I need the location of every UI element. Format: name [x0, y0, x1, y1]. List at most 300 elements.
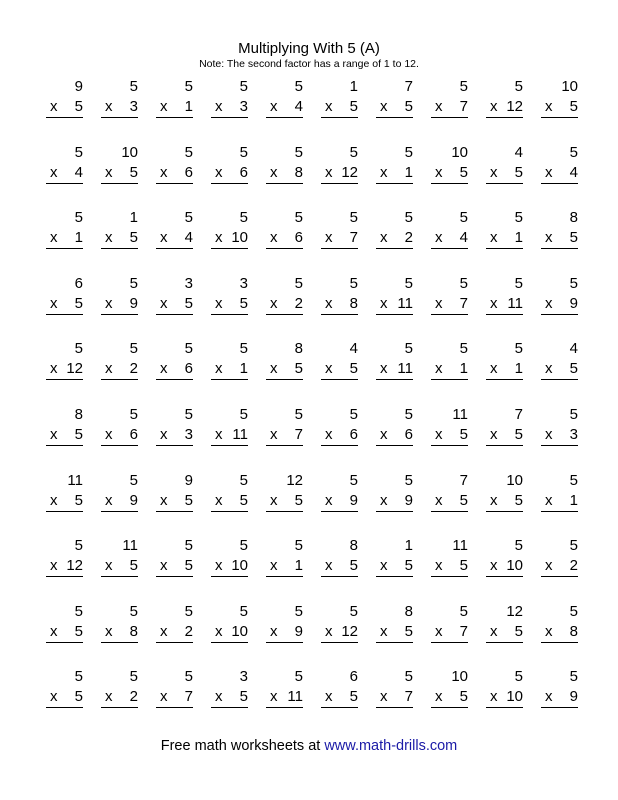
multiply-operator: x	[160, 294, 168, 312]
multiply-operator: x	[545, 557, 553, 575]
first-factor: 5	[239, 143, 248, 161]
multiplication-problem	[365, 144, 420, 210]
multiply-operator: x	[490, 491, 498, 509]
second-factor: 5	[129, 557, 138, 575]
first-factor: 5	[129, 78, 138, 95]
second-factor: 12	[506, 98, 523, 115]
first-factor: 10	[451, 143, 468, 161]
multiplication-problem	[35, 537, 90, 603]
first-factor: 5	[294, 78, 303, 95]
second-factor: 7	[404, 688, 413, 706]
second-factor-line	[431, 98, 468, 118]
second-factor-line	[266, 164, 303, 184]
multiplication-problem	[475, 340, 530, 406]
second-factor-line	[266, 623, 303, 643]
second-factor: 7	[294, 425, 303, 443]
multiply-operator: x	[215, 688, 223, 706]
multiplication-problem	[35, 406, 90, 472]
first-factor: 5	[404, 668, 413, 686]
multiply-operator: x	[215, 229, 223, 247]
multiply-operator: x	[270, 360, 278, 378]
multiply-operator: x	[105, 360, 113, 378]
footer	[0, 738, 618, 754]
multiply-operator: x	[490, 294, 498, 312]
second-factor-line	[46, 426, 83, 446]
second-factor: 5	[459, 688, 468, 706]
multiplication-problem	[35, 275, 90, 341]
multiply-operator: x	[215, 425, 223, 443]
second-factor: 5	[294, 360, 303, 378]
second-factor: 5	[184, 491, 193, 509]
second-factor-line	[376, 295, 413, 315]
multiply-operator: x	[105, 622, 113, 640]
second-factor: 2	[404, 229, 413, 247]
second-factor: 11	[397, 360, 413, 378]
second-factor: 5	[514, 163, 523, 181]
first-factor: 5	[74, 537, 83, 555]
first-factor: 5	[404, 405, 413, 423]
multiply-operator: x	[380, 163, 388, 181]
multiply-operator: x	[325, 163, 333, 181]
multiplication-problem	[310, 340, 365, 406]
multiplication-problem	[90, 472, 145, 538]
multiply-operator: x	[160, 229, 168, 247]
first-factor: 11	[452, 405, 468, 423]
first-factor: 10	[121, 143, 138, 161]
first-factor: 7	[459, 471, 468, 489]
second-factor-line	[101, 623, 138, 643]
first-factor: 5	[514, 537, 523, 555]
second-factor-line	[211, 229, 248, 249]
second-factor: 8	[294, 163, 303, 181]
second-factor-line	[376, 426, 413, 446]
problem-row	[35, 537, 585, 603]
second-factor-line	[486, 229, 523, 249]
multiplication-problem	[255, 472, 310, 538]
second-factor: 5	[74, 622, 83, 640]
multiply-operator: x	[50, 294, 58, 312]
multiply-operator: x	[380, 622, 388, 640]
multiplication-problem	[200, 537, 255, 603]
multiply-operator: x	[380, 360, 388, 378]
first-factor: 5	[514, 274, 523, 292]
multiplication-problem	[145, 209, 200, 275]
second-factor-line	[101, 164, 138, 184]
multiply-operator: x	[50, 163, 58, 181]
first-factor: 1	[404, 537, 413, 555]
multiply-operator: x	[105, 98, 113, 115]
second-factor-line	[431, 623, 468, 643]
second-factor-line	[101, 360, 138, 380]
multiply-operator: x	[380, 557, 388, 575]
second-factor: 10	[506, 557, 523, 575]
second-factor-line	[541, 229, 578, 249]
second-factor: 9	[349, 491, 358, 509]
second-factor: 12	[341, 163, 358, 181]
second-factor: 6	[129, 425, 138, 443]
multiply-operator: x	[160, 163, 168, 181]
second-factor-line	[486, 557, 523, 577]
first-factor: 5	[459, 78, 468, 95]
second-factor-line	[266, 360, 303, 380]
problem-row	[35, 340, 585, 406]
multiplication-problem	[255, 275, 310, 341]
second-factor: 5	[569, 229, 578, 247]
first-factor: 5	[569, 471, 578, 489]
multiply-operator: x	[435, 557, 443, 575]
multiply-operator: x	[545, 491, 553, 509]
first-factor: 5	[184, 668, 193, 686]
multiply-operator: x	[545, 229, 553, 247]
multiply-operator: x	[325, 557, 333, 575]
multiply-operator: x	[160, 98, 168, 115]
second-factor-line	[376, 688, 413, 708]
multiplication-problem	[35, 340, 90, 406]
first-factor: 5	[184, 209, 193, 227]
first-factor: 9	[184, 471, 193, 489]
first-factor: 5	[294, 209, 303, 227]
second-factor: 4	[184, 229, 193, 247]
footer-text: Free math worksheets at	[160, 738, 325, 754]
first-factor: 5	[239, 405, 248, 423]
multiply-operator: x	[160, 557, 168, 575]
multiply-operator: x	[435, 294, 443, 312]
first-factor: 5	[569, 602, 578, 620]
second-factor: 1	[459, 360, 468, 378]
multiplication-problem	[255, 668, 310, 734]
first-factor: 5	[569, 668, 578, 686]
multiplication-problem	[90, 603, 145, 669]
multiply-operator: x	[105, 688, 113, 706]
second-factor: 5	[514, 622, 523, 640]
second-factor-line	[46, 295, 83, 315]
second-factor: 8	[569, 622, 578, 640]
multiplication-problem	[200, 603, 255, 669]
multiply-operator: x	[490, 229, 498, 247]
multiply-operator: x	[545, 425, 553, 443]
second-factor: 5	[459, 491, 468, 509]
multiplication-problem	[200, 78, 255, 144]
multiplication-problem	[530, 406, 585, 472]
first-factor: 5	[404, 340, 413, 358]
second-factor: 11	[232, 425, 248, 443]
second-factor: 9	[404, 491, 413, 509]
multiply-operator: x	[380, 425, 388, 443]
first-factor: 12	[506, 602, 523, 620]
multiply-operator: x	[435, 360, 443, 378]
multiplication-problem	[90, 144, 145, 210]
multiply-operator: x	[50, 360, 58, 378]
multiplication-problem	[420, 78, 475, 144]
second-factor: 5	[294, 491, 303, 509]
first-factor: 8	[74, 405, 83, 423]
second-factor: 9	[569, 294, 578, 312]
first-factor: 5	[74, 209, 83, 227]
multiply-operator: x	[160, 622, 168, 640]
second-factor-line	[321, 688, 358, 708]
first-factor: 5	[239, 471, 248, 489]
second-factor-line	[541, 557, 578, 577]
first-factor: 9	[74, 78, 83, 95]
first-factor: 5	[514, 209, 523, 227]
second-factor: 12	[66, 360, 83, 378]
second-factor: 5	[184, 557, 193, 575]
second-factor: 5	[404, 557, 413, 575]
second-factor-line	[376, 623, 413, 643]
first-factor: 5	[239, 602, 248, 620]
second-factor-line	[266, 229, 303, 249]
second-factor-line	[321, 557, 358, 577]
multiplication-problem	[420, 406, 475, 472]
multiply-operator: x	[545, 622, 553, 640]
first-factor: 5	[569, 274, 578, 292]
multiplication-problem	[145, 472, 200, 538]
multiplication-problem	[365, 340, 420, 406]
first-factor: 11	[122, 537, 138, 555]
multiplication-problem	[200, 275, 255, 341]
problem-row	[35, 78, 585, 144]
multiply-operator: x	[325, 98, 333, 115]
multiplication-problem	[145, 144, 200, 210]
first-factor: 8	[404, 602, 413, 620]
second-factor: 1	[294, 557, 303, 575]
multiply-operator: x	[380, 229, 388, 247]
worksheet-note: Note: The second factor has a range of 1 to 12.	[199, 58, 419, 70]
second-factor-line	[156, 360, 193, 380]
second-factor: 6	[404, 425, 413, 443]
multiplication-problem	[35, 78, 90, 144]
multiplication-problem	[200, 406, 255, 472]
multiply-operator: x	[50, 98, 58, 115]
multiplication-problem	[530, 144, 585, 210]
second-factor-line	[266, 98, 303, 118]
multiplication-problem	[200, 340, 255, 406]
second-factor-line	[46, 360, 83, 380]
multiply-operator: x	[380, 98, 388, 115]
multiplication-problem	[475, 144, 530, 210]
first-factor: 5	[459, 602, 468, 620]
multiplication-problem	[145, 340, 200, 406]
multiply-operator: x	[380, 491, 388, 509]
first-factor: 5	[74, 143, 83, 161]
multiplication-problem	[420, 537, 475, 603]
first-factor: 10	[506, 471, 523, 489]
second-factor: 6	[184, 163, 193, 181]
second-factor: 10	[231, 557, 248, 575]
first-factor: 5	[459, 209, 468, 227]
second-factor-line	[431, 164, 468, 184]
first-factor: 5	[239, 537, 248, 555]
second-factor: 8	[129, 622, 138, 640]
multiply-operator: x	[325, 294, 333, 312]
problem-row	[35, 406, 585, 472]
second-factor-line	[266, 688, 303, 708]
second-factor: 5	[184, 294, 193, 312]
second-factor: 4	[294, 98, 303, 115]
multiply-operator: x	[545, 688, 553, 706]
multiply-operator: x	[105, 163, 113, 181]
second-factor: 7	[184, 688, 193, 706]
second-factor: 9	[129, 491, 138, 509]
second-factor: 5	[349, 557, 358, 575]
second-factor: 3	[129, 98, 138, 115]
second-factor: 5	[569, 360, 578, 378]
first-factor: 7	[404, 78, 413, 95]
first-factor: 5	[129, 340, 138, 358]
second-factor-line	[46, 98, 83, 118]
problem-grid	[35, 78, 585, 734]
multiply-operator: x	[105, 294, 113, 312]
multiplication-problem	[365, 209, 420, 275]
second-factor-line	[486, 295, 523, 315]
second-factor: 7	[459, 622, 468, 640]
first-factor: 5	[294, 537, 303, 555]
second-factor-line	[46, 229, 83, 249]
multiply-operator: x	[545, 98, 553, 115]
multiply-operator: x	[50, 688, 58, 706]
first-factor: 10	[451, 668, 468, 686]
second-factor-line	[266, 426, 303, 446]
multiply-operator: x	[490, 425, 498, 443]
second-factor: 6	[184, 360, 193, 378]
multiply-operator: x	[490, 688, 498, 706]
multiplication-problem	[530, 340, 585, 406]
first-factor: 5	[349, 274, 358, 292]
multiplication-problem	[310, 472, 365, 538]
multiply-operator: x	[490, 98, 498, 115]
multiply-operator: x	[50, 491, 58, 509]
second-factor-line	[101, 295, 138, 315]
footer-link[interactable]: www.math-drills.com	[324, 738, 458, 754]
second-factor: 9	[294, 622, 303, 640]
first-factor: 8	[294, 340, 303, 358]
second-factor-line	[431, 492, 468, 512]
multiply-operator: x	[435, 98, 443, 115]
multiplication-problem	[530, 209, 585, 275]
second-factor-line	[376, 98, 413, 118]
multiplication-problem	[35, 472, 90, 538]
multiply-operator: x	[380, 294, 388, 312]
problem-row	[35, 144, 585, 210]
multiplication-problem	[365, 406, 420, 472]
multiply-operator: x	[105, 425, 113, 443]
multiplication-problem	[145, 406, 200, 472]
second-factor-line	[156, 688, 193, 708]
second-factor-line	[431, 426, 468, 446]
first-factor: 10	[561, 78, 578, 95]
second-factor: 5	[129, 163, 138, 181]
second-factor-line	[211, 623, 248, 643]
second-factor: 7	[459, 294, 468, 312]
second-factor: 1	[404, 163, 413, 181]
multiplication-problem	[90, 340, 145, 406]
second-factor: 5	[459, 425, 468, 443]
first-factor: 5	[239, 78, 248, 95]
first-factor: 5	[569, 143, 578, 161]
second-factor-line	[376, 557, 413, 577]
multiplication-problem	[420, 472, 475, 538]
multiplication-problem	[255, 78, 310, 144]
second-factor-line	[101, 98, 138, 118]
second-factor: 5	[74, 491, 83, 509]
first-factor: 5	[349, 405, 358, 423]
first-factor: 5	[294, 602, 303, 620]
multiply-operator: x	[490, 557, 498, 575]
second-factor: 3	[569, 425, 578, 443]
multiplication-problem	[365, 472, 420, 538]
multiply-operator: x	[270, 688, 278, 706]
second-factor: 5	[74, 688, 83, 706]
second-factor-line	[376, 164, 413, 184]
first-factor: 5	[239, 340, 248, 358]
multiplication-problem	[145, 78, 200, 144]
second-factor-line	[486, 98, 523, 118]
second-factor: 9	[569, 688, 578, 706]
first-factor: 3	[239, 668, 248, 686]
first-factor: 5	[404, 471, 413, 489]
multiply-operator: x	[325, 491, 333, 509]
second-factor-line	[211, 164, 248, 184]
multiply-operator: x	[270, 229, 278, 247]
second-factor: 1	[514, 229, 523, 247]
first-factor: 5	[184, 602, 193, 620]
multiply-operator: x	[270, 425, 278, 443]
multiplication-problem	[475, 603, 530, 669]
second-factor-line	[376, 360, 413, 380]
second-factor: 5	[349, 688, 358, 706]
second-factor: 5	[239, 294, 248, 312]
second-factor: 1	[569, 491, 578, 509]
second-factor: 5	[239, 688, 248, 706]
multiplication-problem	[145, 603, 200, 669]
second-factor-line	[156, 492, 193, 512]
first-factor: 1	[129, 209, 138, 227]
multiplication-problem	[310, 668, 365, 734]
first-factor: 5	[514, 668, 523, 686]
multiplication-problem	[530, 537, 585, 603]
multiplication-problem	[475, 537, 530, 603]
second-factor: 10	[231, 229, 248, 247]
first-factor: 3	[184, 274, 193, 292]
multiplication-problem	[200, 144, 255, 210]
multiply-operator: x	[50, 557, 58, 575]
second-factor: 2	[129, 360, 138, 378]
second-factor-line	[156, 426, 193, 446]
second-factor-line	[431, 360, 468, 380]
first-factor: 5	[239, 209, 248, 227]
multiply-operator: x	[545, 360, 553, 378]
second-factor-line	[101, 557, 138, 577]
second-factor: 10	[231, 622, 248, 640]
second-factor-line	[321, 492, 358, 512]
second-factor: 8	[349, 294, 358, 312]
multiplication-problem	[35, 209, 90, 275]
multiplication-problem	[255, 209, 310, 275]
first-factor: 5	[129, 274, 138, 292]
second-factor-line	[101, 492, 138, 512]
multiply-operator: x	[50, 229, 58, 247]
second-factor-line	[156, 623, 193, 643]
multiplication-problem	[310, 406, 365, 472]
multiplication-problem	[530, 668, 585, 734]
second-factor-line	[101, 229, 138, 249]
multiplication-problem	[420, 603, 475, 669]
multiply-operator: x	[270, 622, 278, 640]
first-factor: 8	[349, 537, 358, 555]
multiplication-problem	[255, 406, 310, 472]
second-factor-line	[541, 688, 578, 708]
multiplication-problem	[90, 78, 145, 144]
